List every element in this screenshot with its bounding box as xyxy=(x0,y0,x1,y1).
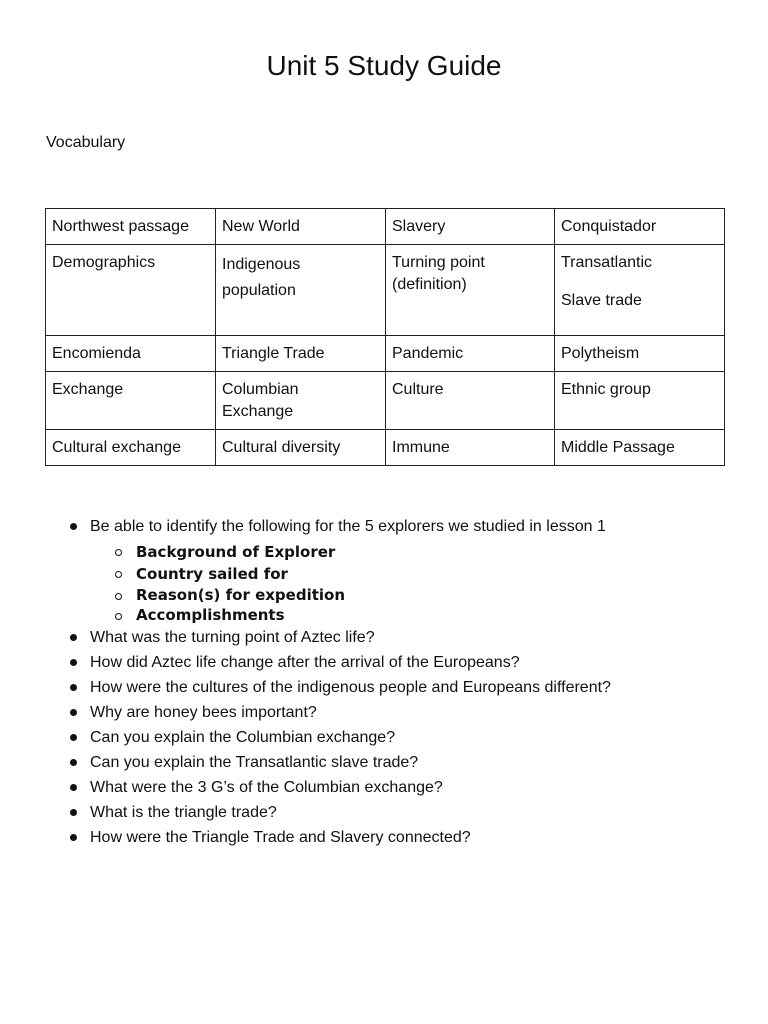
vocab-cell: Pandemic xyxy=(386,336,555,372)
vocab-cell: Slavery xyxy=(386,209,555,245)
vocab-cell xyxy=(216,372,386,430)
vocab-cell: Northwest passage xyxy=(46,209,216,245)
vocab-cell: Conquistador xyxy=(555,209,725,245)
table-row xyxy=(46,372,725,430)
vocab-cell-line: Exchange xyxy=(222,403,294,420)
table-row xyxy=(46,430,725,466)
explorer-criteria-list xyxy=(90,541,746,625)
vocab-cell: Exchange xyxy=(46,372,216,430)
table-row xyxy=(46,336,725,372)
list-item: Can you explain the Columbian exchange? xyxy=(66,725,746,750)
vocab-cell: Middle Passage xyxy=(555,430,725,466)
list-item: Reason(s) for expedition xyxy=(90,585,746,605)
study-questions-list xyxy=(66,514,746,850)
vocab-cell xyxy=(216,245,386,336)
vocab-cell-line: (definition) xyxy=(392,276,467,293)
vocab-cell: Demographics xyxy=(46,245,216,336)
list-item: What were the 3 G’s of the Columbian exchange? xyxy=(66,775,746,800)
vocab-cell: New World xyxy=(216,209,386,245)
list-item xyxy=(66,514,746,625)
vocab-cell-line: Indigenous xyxy=(222,256,301,273)
list-item: What was the turning point of Aztec life? xyxy=(66,625,746,650)
list-item: Country sailed for xyxy=(90,563,746,585)
vocab-cell xyxy=(386,245,555,336)
vocab-cell-line: Columbian xyxy=(222,381,299,398)
list-item: Background of Explorer xyxy=(90,541,746,563)
page-title: Unit 5 Study Guide xyxy=(266,50,502,81)
list-item: How were the cultures of the indigenous people and Europeans different? xyxy=(66,675,746,700)
list-item: Can you explain the Transatlantic slave trade? xyxy=(66,750,746,775)
list-item: How were the Triangle Trade and Slavery connected? xyxy=(66,825,746,850)
vocab-cell: Encomienda xyxy=(46,336,216,372)
vocab-cell: Culture xyxy=(386,372,555,430)
vocabulary-heading: Vocabulary xyxy=(46,134,126,151)
list-item: What is the triangle trade? xyxy=(66,800,746,825)
list-item: How did Aztec life change after the arrival of the Europeans? xyxy=(66,650,746,675)
vocab-cell xyxy=(555,245,725,336)
vocab-cell: Immune xyxy=(386,430,555,466)
list-item: Accomplishments xyxy=(90,605,746,625)
question-text: Be able to identify the following for the 5 explorers we studied in lesson 1 xyxy=(90,518,606,535)
list-item: Why are honey bees important? xyxy=(66,700,746,725)
vocab-cell: Cultural exchange xyxy=(46,430,216,466)
table-row xyxy=(46,245,725,336)
table-row xyxy=(46,209,725,245)
vocab-cell: Ethnic group xyxy=(555,372,725,430)
vocab-cell-line: population xyxy=(222,282,296,299)
vocab-cell-line: Slave trade xyxy=(561,292,642,309)
vocab-cell-line: Turning point xyxy=(392,254,485,271)
vocab-cell: Cultural diversity xyxy=(216,430,386,466)
vocabulary-table xyxy=(45,208,725,466)
vocab-cell-line: Transatlantic xyxy=(561,254,652,271)
vocab-cell: Polytheism xyxy=(555,336,725,372)
vocab-cell: Triangle Trade xyxy=(216,336,386,372)
